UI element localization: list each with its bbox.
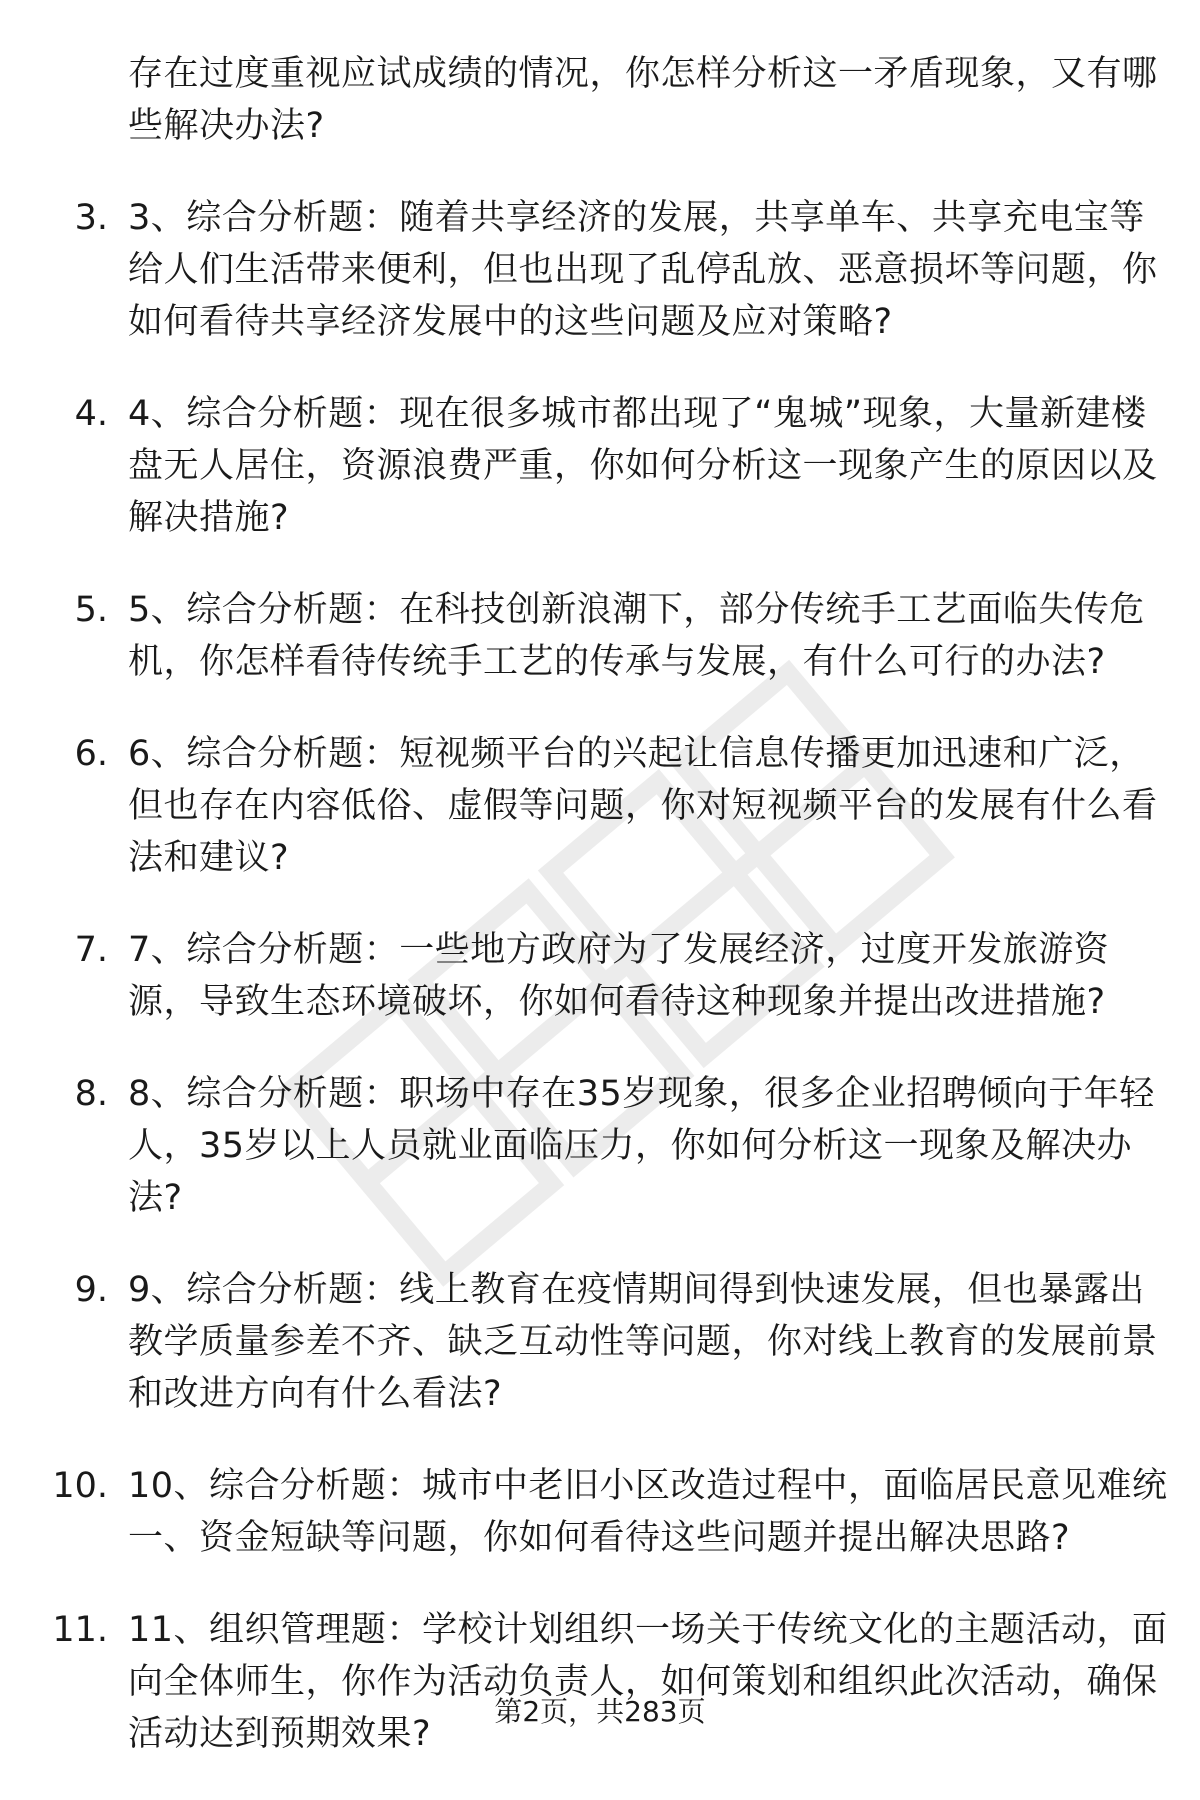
item-number: 8. [74,1074,108,1114]
item-text: 5、综合分析题：在科技创新浪潮下，部分传统手工艺面临失传危机，你怎样看待传统手工艺的传承与发展，有什么可行的办法? [128,590,1145,682]
item-number: 3. [74,198,108,238]
item-number: 5. [74,590,108,630]
list-item [0,1460,1200,1564]
continued-question-text: 存在过度重视应试成绩的情况，你怎样分析这一矛盾现象，又有哪些解决办法? [128,54,1158,146]
page-number-footer: 第2页，共283页 [494,1695,706,1728]
question-list [0,48,1200,1800]
list-item [0,584,1200,688]
list-item [0,728,1200,884]
item-text: 11、组织管理题：学校计划组织一场关于传统文化的主题活动，面向全体师生，你作为活动负责人，如何策划和组织此次活动，确保活动达到预期效果? [128,1610,1168,1754]
list-item [0,1068,1200,1224]
item-text: 3、综合分析题：随着共享经济的发展，共享单车、共享充电宝等给人们生活带来便利，但也出现了乱停乱放、恶意损坏等问题，你如何看待共享经济发展中的这些问题及应对策略? [128,198,1158,342]
list-item [0,388,1200,544]
item-text: 10、综合分析题：城市中老旧小区改造过程中，面临居民意见难统一、资金短缺等问题，你如何看待这些问题并提出解决思路? [128,1466,1168,1558]
list-item [0,192,1200,348]
item-number: 10. [52,1466,108,1506]
list-item [0,1604,1200,1760]
item-number: 9. [74,1270,108,1310]
item-number: 7. [74,930,108,970]
item-text: 8、综合分析题：职场中存在35岁现象，很多企业招聘倾向于年轻人，35岁以上人员就业面临压力，你如何分析这一现象及解决办法? [128,1074,1155,1218]
item-text: 7、综合分析题：一些地方政府为了发展经济，过度开发旅游资源，导致生态环境破坏，你如何看待这种现象并提出改进措施? [128,930,1110,1022]
list-item [0,924,1200,1028]
item-text: 6、综合分析题：短视频平台的兴起让信息传播更加迅速和广泛，但也存在内容低俗、虚假等问题，你对短视频平台的发展有什么看法和建议? [128,734,1158,878]
item-number: 11. [52,1610,108,1650]
item-number: 4. [74,394,108,434]
item-number: 6. [74,734,108,774]
item-text: 4、综合分析题：现在很多城市都出现了“鬼城”现象，大量新建楼盘无人居住，资源浪费严重，你如何分析这一现象产生的原因以及解决措施? [128,394,1158,538]
list-item [0,1264,1200,1420]
item-text: 9、综合分析题：线上教育在疫情期间得到快速发展，但也暴露出教学质量参差不齐、缺乏互动性等问题，你对线上教育的发展前景和改进方向有什么看法? [128,1270,1158,1414]
